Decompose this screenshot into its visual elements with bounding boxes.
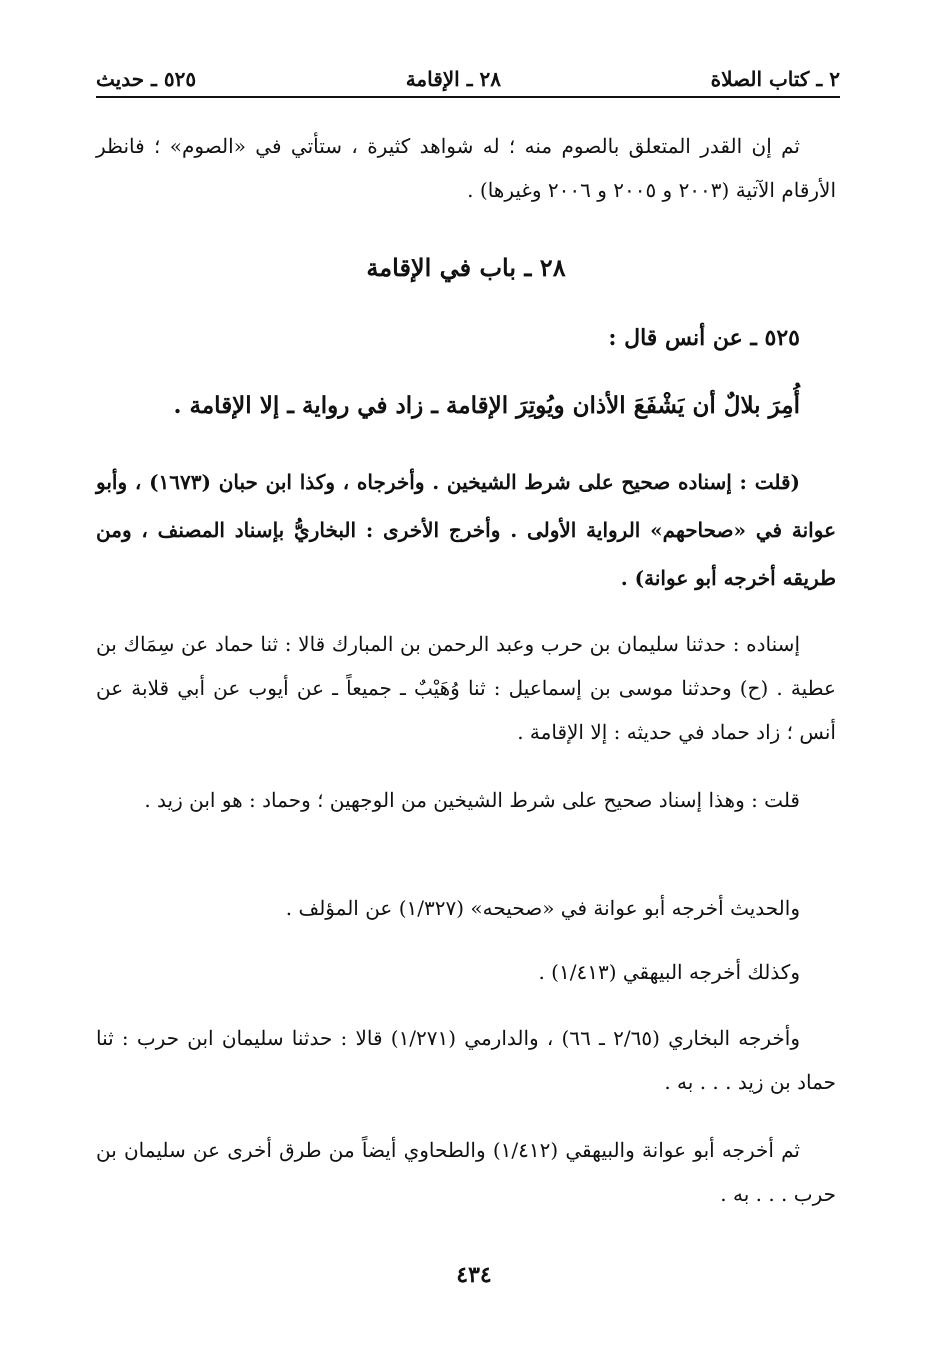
header-chapter: ٢ ـ كتاب الصلاة xyxy=(710,67,840,91)
section-title-block xyxy=(96,248,836,288)
note-paragraph: ثم أخرجه أبو عوانة والبيهقي (١/٤١٢) والطحاوي أيضاً من طرق أخرى عن سليمان بن حرب . . . به . xyxy=(96,1138,836,1206)
note-block-4 xyxy=(96,1016,836,1104)
note-block-2 xyxy=(96,886,836,930)
note-paragraph: وأخرجه البخاري (٢/٦٥ ـ ٦٦) ، والدارمي (١/٢٧١) قالا : حدثنا سليمان ابن حرب : ثنا حماد بن زيد . . . به . xyxy=(96,1026,836,1094)
intro-paragraph-block xyxy=(96,124,836,212)
hadith-number-block xyxy=(96,318,836,358)
note-block-5 xyxy=(96,1128,836,1216)
header-hadith: ٥٢٥ ـ حديث xyxy=(96,67,197,91)
isnad-block xyxy=(96,622,836,754)
hadith-text: أُمِرَ بلالٌ أن يَشْفَعَ الأذان ويُوتِرَ الإقامة ـ زاد في رواية ـ إلا الإقامة . xyxy=(173,392,800,419)
comment-block xyxy=(96,458,836,602)
note-paragraph: وكذلك أخرجه البيهقي (١/٤١٣) . xyxy=(538,960,800,984)
note-paragraph: قلت : وهذا إسناد صحيح على شرط الشيخين من الوجهين ؛ وحماد : هو ابن زيد . xyxy=(144,788,800,812)
page-number: ٤٣٤ xyxy=(456,1262,492,1288)
header-section: ٢٨ ـ الإقامة xyxy=(405,67,502,91)
note-paragraph: والحديث أخرجه أبو عوانة في «صحيحه» (١/٣٢٧) عن المؤلف . xyxy=(285,896,800,920)
section-title: ٢٨ ـ باب في الإقامة xyxy=(366,253,566,282)
header-divider xyxy=(96,96,840,98)
note-block-3 xyxy=(96,950,836,994)
isnad-paragraph: إسناده : حدثنا سليمان بن حرب وعبد الرحمن بن المبارك قالا : ثنا حماد عن سِمَاك بن عطية . (ح) وحدثنا موسى بن إسماعيل : ثنا وُهَيْبٌ ـ جميعاً ـ عن أيوب عن أبي قلابة عن أنس ؛ زاد حماد في حديثه : إلا الإقامة . xyxy=(96,632,836,744)
note-block-1 xyxy=(96,778,836,822)
hadith-number: ٥٢٥ ـ عن أنس قال : xyxy=(608,325,800,351)
matn-block xyxy=(96,384,836,428)
grading-comment: (قلت : إسناده صحيح على شرط الشيخين . وأخرجاه ، وكذا ابن حبان (١٦٧٣) ، وأبو عوانة في «صحاحهم» الرواية الأولى . وأخرج الأخرى : البخاريُّ بإسناد المصنف ، ومن طريقه أخرجه أبو عوانة) . xyxy=(96,470,836,590)
intro-paragraph: ثم إن القدر المتعلق بالصوم منه ؛ له شواهد كثيرة ، ستأتي في «الصوم» ؛ فانظر الأرقام الآتية (٢٠٠٣ و ٢٠٠٥ و ٢٠٠٦ وغيرها) . xyxy=(96,134,836,202)
running-header xyxy=(96,64,840,94)
